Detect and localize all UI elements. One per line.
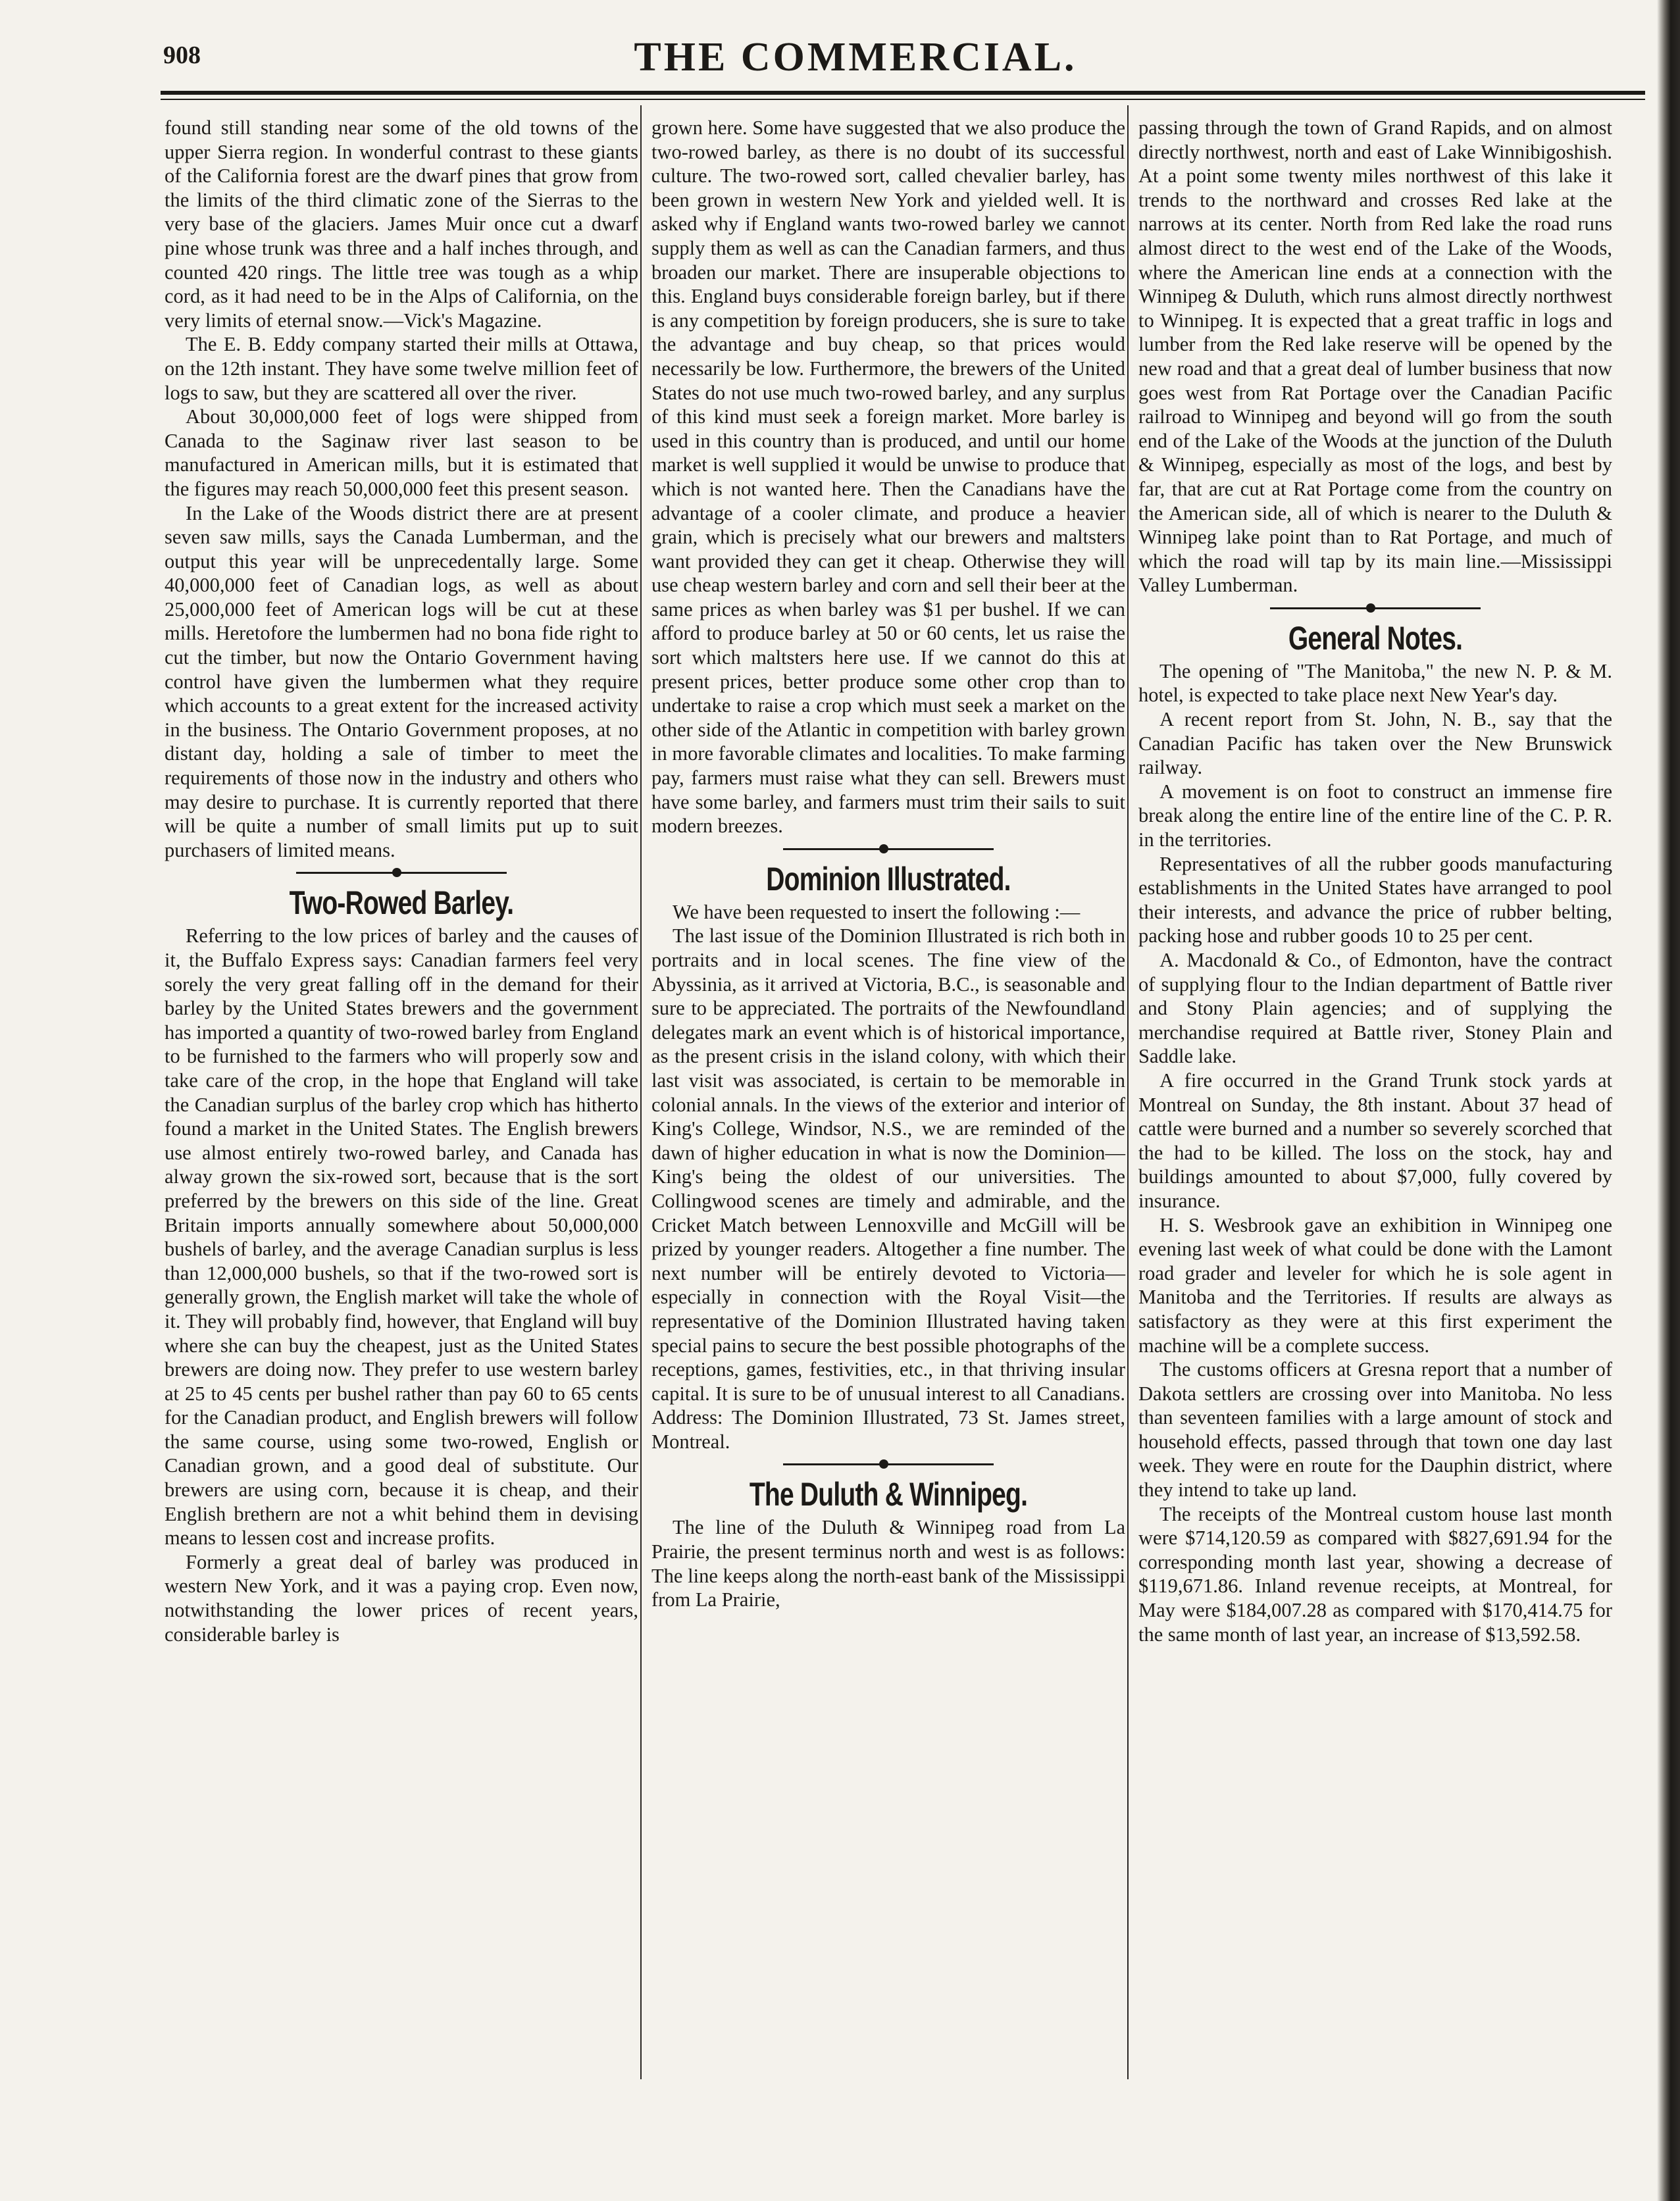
section-separator [1138, 601, 1612, 615]
article-paragraph: The E. B. Eddy company started their mills at Ottawa, on the 12th instant. They have some twelve million feet of logs to saw, but they are scattered all over the river. [165, 333, 638, 404]
article-paragraph: A. Macdonald & Co., of Edmonton, have the contract of supplying flour to the Indian department of Battle river and Stony Plain agencies; and of supplying the merchandise required at Battle river, Stoney Plain and Saddle lake. [1138, 949, 1612, 1068]
column-1 [165, 116, 638, 1646]
headline-general-notes: General Notes. [1288, 619, 1463, 657]
article-paragraph: The receipts of the Montreal custom house last month were $714,120.59 as compared with $827,691.94 for the corresponding month last year, showing a decrease of $119,671.86. Inland revenue receipts, at Montreal, for May were $184,007.28 as compared with $170,414.75 for the same month of last year, an increase of $13,592.58. [1138, 1502, 1612, 1646]
headline-two-rowed-barley: Two-Rowed Barley. [289, 884, 514, 922]
article-paragraph: grown here. Some have suggested that we also produce the two-rowed barley, as there is no doubt of its successful culture. The two-rowed sort, called chevalier barley, has been grown in western New York and yielded well. It is asked why if England wants two-rowed barley we cannot supply them as well as can the Canadian farmers, and thus broaden our market. There are insuperable objections to this. England buys considerable foreign barley, but if there is any competition by foreign producers, she is sure to take the advantage and buy cheap, so that prices would necessarily be low. Furthermore, the brewers of the United States do not use much two-rowed barley, and any surplus of this kind must seek a foreign market. More barley is used in this country than is produced, and until our home market is well supplied it would be unwise to produce that which is not wanted here. Then the Canadians have the advantage of a cooler climate, and produce a heavier grain, which is precisely what our brewers and maltsters want provided they can get it cheap. Otherwise they will use cheap western barley and corn and sell their beer at the same prices as when barley was $1 per bushel. If we can afford to produce barley at 50 or 60 cents, let us raise the sort which maltsters here use. If we cannot do this at present prices, better produce some other crop than to undertake to raise a crop which must seek a market on the other side of the Atlantic in competition with barley grown in more favorable climates and localities. To make farming pay, farmers must raise what they can sell. Brewers must have some barley, and farmers must trim their sails to suit modern breezes. [651, 116, 1125, 838]
page-number: 908 [163, 41, 201, 69]
masthead: THE COMMERCIAL. [634, 35, 1077, 80]
header-rule-thin [161, 99, 1645, 100]
header-rule-thick [161, 91, 1645, 95]
scan-edge [1657, 0, 1680, 2201]
article-paragraph: Formerly a great deal of barley was produced in western New York, and it was a paying crop. Even now, notwithstanding the lower prices of recent years, considerable barley is [165, 1550, 638, 1646]
section-separator [651, 1457, 1125, 1471]
article-paragraph: H. S. Wesbrook gave an exhibition in Winnipeg one evening last week of what could be done with the Lamont road grader and leveler for which he is sole agent in Manitoba and the Territories. If results are always as satisfactory as they were at this first experiment the machine will be a complete success. [1138, 1213, 1612, 1357]
article-paragraph: The last issue of the Dominion Illustrated is rich both in portraits and in local scenes. The fine view of the Abyssinia, as it arrived at Victoria, B.C., is seasonable and sure to be appreciated. The portraits of the Newfoundland delegates mark an event which is of historical importance, as the present crisis in the island colony, with which their last visit was associated, is certain to be memorable in colonial annals. In the views of the exterior and interior of King's College, Windsor, N.S., we are reminded of the dawn of higher education in what is now the Dominion—King's being the oldest of our universities. The Collingwood scenes are timely and admirable, and the Cricket Match between Lennoxville and McGill will be prized by younger readers. Altogether a fine number. The next number will be entirely devoted to Victoria—especially in connection with the Royal Visit—the representative of the Dominion Illustrated having taken special pains to secure the best possible photographs of the receptions, games, festivities, etc., in that thriving insular capital. It is sure to be of unusual interest to all Canadians. Address: The Dominion Illustrated, 73 St. James street, Montreal. [651, 924, 1125, 1453]
article-paragraph: Referring to the low prices of barley and the causes of it, the Buffalo Express says: Canadian farmers feel very sorely the very great falling off in the demand for their barley by the United States brewers and the government has imported a quantity of two-rowed barley from England to be furnished to the farmers who will properly sow and take care of the crop, in the hope that England will take the Canadian surplus of the barley crop which has hitherto found a market in the United States. The English brewers use almost entirely two-rowed barley, and Canada has alway grown the six-rowed sort, because that is the sort preferred by the brewers on this side of the line. Great Britain imports annually somewhere about 50,000,000 bushels of barley, and the average Canadian surplus is less than 12,000,000 bushels, so that if the two-rowed sort is generally grown, the English market will take the whole of it. They will probably find, however, that England will buy where she can buy the cheapest, just as the United States brewers are doing now. They prefer to use western barley at 25 to 45 cents per bushel rather than pay 60 to 65 cents for the Canadian product, and English brewers will follow the same course, using some two-rowed, English or Canadian grown, and a good deal of substitute. Our brewers are using corn, because it is cheap, and their English brethern are not a whit behind them in devising means to lessen cost and increase profits. [165, 924, 638, 1550]
column-rule-2 [1127, 105, 1129, 2079]
article-paragraph: In the Lake of the Woods district there are at present seven saw mills, says the Canada Lumberman, and the output this year will be unprecedentally large. Some 40,000,000 feet of Canadian logs, as well as about 25,000,000 feet of American logs will be cut at these mills. Heretofore the lumbermen had no bona fide right to cut the timber, but now the Ontario Government having control have given the lumbermen what they require which accounts to a great extent for the increased activity in the business. The Ontario Government proposes, at no distant day, holding a sale of timber to meet the requirements of those now in the industry and others who may desire to purchase. It is currently reported that there will be quite a number of small limits put up to suit purchasers of limited means. [165, 501, 638, 861]
article-paragraph: We have been requested to insert the following :— [673, 900, 1081, 923]
column-3 [1138, 116, 1612, 1646]
section-separator [651, 842, 1125, 855]
article-paragraph: The customs officers at Gresna report that a number of Dakota settlers are crossing over into Manitoba. No less than seventeen families with a large amount of stock and household effects, passed through that town one day last week. They were en route for the Dauphin district, where they intend to take up land. [1138, 1358, 1612, 1502]
article-paragraph: A movement is on foot to construct an immense fire break along the entire line of the entire line of the C. P. R. in the territories. [1138, 780, 1612, 851]
article-paragraph: A recent report from St. John, N. B., say that the Canadian Pacific has taken over the New Brunswick railway. [1138, 708, 1612, 779]
article-paragraph: The line of the Duluth & Winnipeg road from La Prairie, the present terminus north and west is as follows: The line keeps along the north-east bank of the Mississippi from La Prairie, [651, 1516, 1125, 1611]
column-rule-1 [640, 105, 642, 2079]
column-2 [651, 116, 1125, 1612]
article-paragraph: passing through the town of Grand Rapids, and on almost directly northwest, north and east of Lake Winnibigoshish. At a point some twenty miles northwest of this lake it trends to the northward and crosses Red lake at the narrows at its center. North from Red lake the road runs almost direct to the west end of the Lake of the Woods, where the American line ends at a connection with the Winnipeg & Duluth, which runs almost directly northwest to Winnipeg. It is expected that a great traffic in logs and lumber from the Red lake reserve will be opened by the new road and that a great deal of lumber business that now goes west from Rat Portage over the Canadian Pacific railroad to Winnipeg and beyond will go from the south end of the Lake of the Woods at the junction of the Duluth & Winnipeg, especially as most of the logs, and best by far, that are cut at Rat Portage come from the country on the American side, all of which is nearer to the Duluth & Winnipeg lake point than to Rat Portage, and much of which the road will tap by its main line.—Mississippi Valley Lumberman. [1138, 116, 1612, 597]
article-paragraph: About 30,000,000 feet of logs were shipped from Canada to the Saginaw river last season to be manufactured in American mills, but it is estimated that the figures may reach 50,000,000 feet this present season. [165, 405, 638, 500]
section-separator [165, 866, 638, 879]
article-paragraph: The opening of "The Manitoba," the new N. P. & M. hotel, is expected to take place next New Year's day. [1138, 659, 1612, 707]
article-paragraph: Representatives of all the rubber goods manufacturing establishments in the United States have arranged to pool their interests, and advance the price of rubber belting, packing hose and rubber goods 10 to 25 per cent. [1138, 852, 1612, 948]
headline-duluth-winnipeg: The Duluth & Winnipeg. [749, 1476, 1028, 1513]
article-paragraph: A fire occurred in the Grand Trunk stock yards at Montreal on Sunday, the 8th instant. About 37 head of cattle were burned and a number so severely scorched that the had to be killed. The loss on the stock, hay and buildings amounted to about $7,000, fully covered by insurance. [1138, 1069, 1612, 1212]
article-paragraph: found still standing near some of the old towns of the upper Sierra region. In wonderful contrast to these giants of the California forest are the dwarf pines that grow from the limits of the third climatic zone of the Sierras to the very base of the glaciers. James Muir once cut a dwarf pine whose trunk was three and a half inches through, and counted 420 rings. The little tree was tough as a whip cord, as it had need to be in the Alps of California, on the very limits of eternal snow.—Vick's Magazine. [165, 116, 638, 332]
headline-dominion-illustrated: Dominion Illustrated. [766, 860, 1011, 898]
